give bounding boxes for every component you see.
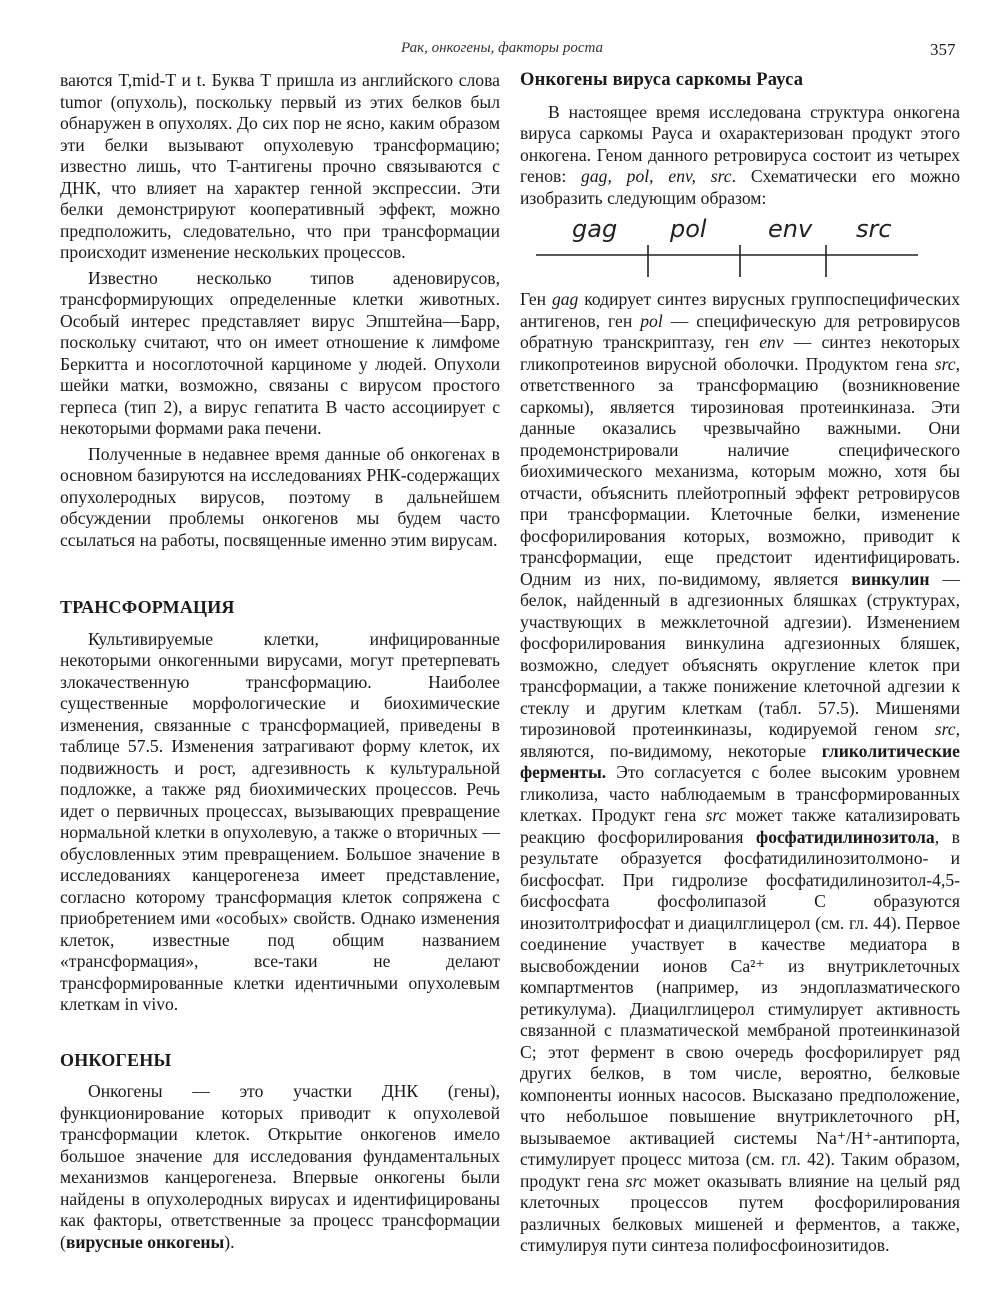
paragraph: Полученные в недавнее время данные об онкогенах в основном базируются на исследованиях РНК-содержащих опухолеродных вирусов, поэтому в дальнейшем обсуждении проблемы онкогенов мы будем часто ссылаться на работы, посвященные именно этим вирусам. [60, 443, 500, 550]
text-run: Это согласуется с более высоким уровнем гликолиза, часто наблюдаемым в трансформированных клетках. Продукт гена [520, 762, 960, 825]
paragraph: Культивируемые клетки, инфицированные некоторыми онкогенными вирусами, могут претерпевать злокачественную трансформацию. Наиболее существенные морфологические и биохимические изменения, связанные с трансформацией, приведены в таблице 57.5. Изменения затрагивают форму клеток, их подвижность и рост, адгезивность к культуральной подложке, а также ряд биохимических процессов. Речь идет о первичных процессах, вызывающих превращение нормальной клетки в опухолевую, а также о вторичных — обусловленных этим превращением. Большое значение в исследованиях канцерогенеза имеет представление, согласно которому трансформация клеток сопряжена с приобретением ими «особых» свойств. Однако изменения клеток, известные под общим названием «трансформация», все-таки не делают трансформированные клетки идентичными опухолевым клеткам in vivo. [60, 628, 500, 1014]
text-run: В настоящее время исследована структура онкогена вируса саркомы Рауса и охарактеризован продукт этого онкогена. Геном данного ретровируса состоит из четырех генов: [520, 101, 960, 186]
section-heading-rous: Онкогены вируса саркомы Рауса [520, 70, 804, 90]
gene-name: src [934, 353, 956, 374]
gene-label-src: src [856, 215, 892, 243]
right-column [520, 70, 960, 1257]
paragraph: Известно несколько типов аденовирусов, трансформирующих определенные клетки животных. Особый интерес представляет вирус Эпштейна—Барр, поскольку считают, что он имеет отношение к лимфоме Беркитта и носоглоточной карциноме у людей. Опухоли шейки матки, возможно, связаны с вирусом простого герпеса (тип 2), а вирус гепатита B часто ассоциирует с некоторыми формами рака печени. [60, 267, 500, 438]
text-run: . Схематически его можно изобразить следующим образом: [520, 166, 960, 208]
text-run: , являются, по-видимому, некоторые [520, 719, 960, 761]
text-run: , в результате образуется фосфатидилинозитолмоно- и бисфосфат. При гидролизе фосфатидилинозитол-4,5-бисфосфата фосфолипазой C образуются инозитолтрифосфат и диацилглицерол (см. гл. 44). Первое соединение участвует в качестве медиатора в высвобождении ионов Ca²⁺ из внутриклеточных компартментов (например, из эндоплазматического ретикулума). Диацилглицерол стимулирует активность связанной с плазматической мембраной протеинкиназой C; этот фермент в свою очередь фосфорилирует ряд других белков, в том числе, вероятно, белковые компоненты ионных насосов. Высказано предположение, что небольшое повышение внутриклеточного pH, вызываемое активацией системы Na⁺/H⁺-антипорта, стимулирует процесс митоза (см. гл. 42). Таким образом, продукт гена [520, 826, 960, 1191]
gene-list: gag, pol, env, src [581, 166, 732, 186]
page-number: 357 [930, 40, 956, 59]
gene-name: src [705, 805, 727, 825]
gene-name: src [625, 1170, 647, 1191]
bold-term: винкулин [851, 568, 930, 589]
bold-term: гликолитические ферменты. [520, 740, 960, 782]
text-run: кодирует синтез вирусных группоспецифических антигенов, ген [520, 289, 960, 331]
paragraph [520, 102, 960, 210]
text-run: — синтез некоторых гликопротеинов вирусной оболочки. Продуктом гена [520, 332, 961, 374]
text-run: ). [224, 1231, 235, 1252]
gene-label-env: env [768, 215, 813, 243]
gene-name: pol [640, 310, 663, 331]
section-heading-transformation: ТРАНСФОРМАЦИЯ [60, 597, 235, 617]
text-run: , ответственного за трансформацию (возникновение саркомы), является тирозиновая протеинкиназа. Эти данные оказались чрезвычайно важными. Они продемонстрировали наличие специфического биохимического механизма, которым можно, хотя бы отчасти, объяснить плейотропный эффект ретровирусов при трансформации. Клеточные белки, изменение фосфорилирования которых, возможно, приводит к трансформации, еще предстоит идентифицировать. Одним из них, по-видимому, является [520, 353, 960, 589]
gene-name: env [759, 332, 784, 352]
text-run: — белок, найденный в адгезионных бляшках (структурах, участвующих в межклеточной адгезии). Изменением фосфорилирования винкулина адгезионных бляшек, возможно, следует объяснять округление клеток при трансформации, а также понижение клеточной адгезии к стеклу и другим клеткам (табл. 57.5). Мишенями тирозиновой протеинкиназы, кодируемой геном [520, 568, 961, 739]
text-run: может оказывать влияние на целый ряд клеточных процессов путем фосфорилирования различных белковых мишеней и ферментов, а также, стимулируя пути синтеза полифосфоинозитидов. [520, 1170, 960, 1255]
running-head: Рак, онкогены, факторы роста [401, 40, 603, 56]
left-column [60, 70, 500, 1253]
gene-name: gag [551, 289, 579, 309]
paragraph [520, 289, 960, 1257]
bold-term: фосфатидилинозитола [756, 826, 935, 847]
gene-label-gag: gag [572, 215, 618, 243]
gene-name: src [934, 719, 956, 739]
text-run: может также катализировать реакцию фосфорилирования [520, 805, 961, 847]
paragraph [60, 1081, 500, 1253]
section-heading-oncogenes: ОНКОГЕНЫ [60, 1049, 172, 1070]
paragraph: ваются T,mid-T и t. Буква T пришла из английского слова tumor (опухоль), поскольку первый из этих белков был обнаружен в опухолях. До сих пор не ясно, каким образом эти белки вызывают опухолевую трансформацию; известно лишь, что T-антигены прочно связываются с ДНК, что влияет на характер генной экспрессии. Эти белки демонстрируют кооперативный эффект, можно предположить, следовательно, что при трансформации происходит изменение нескольких процессов. [60, 70, 500, 262]
text-run: — специфическую для ретровирусов обратную транскриптазу, ген [520, 310, 961, 352]
gene-label-pol: pol [670, 215, 707, 243]
text-run: Онкогены — это участки ДНК (гены), функционирование которых приводит к опухолевой трансформации клеток. Открытие онкогенов имело большое значение для исследования фундаментальных механизмов канцерогенеза. Впервые онкогены были найдены в опухолеродных вирусах и идентифицированы как факторы, ответственные за процесс трансформации ( [60, 1081, 500, 1252]
genome-diagram [520, 211, 940, 283]
bold-term: вирусные онкогены [65, 1231, 225, 1252]
text-run: Ген [520, 289, 552, 309]
